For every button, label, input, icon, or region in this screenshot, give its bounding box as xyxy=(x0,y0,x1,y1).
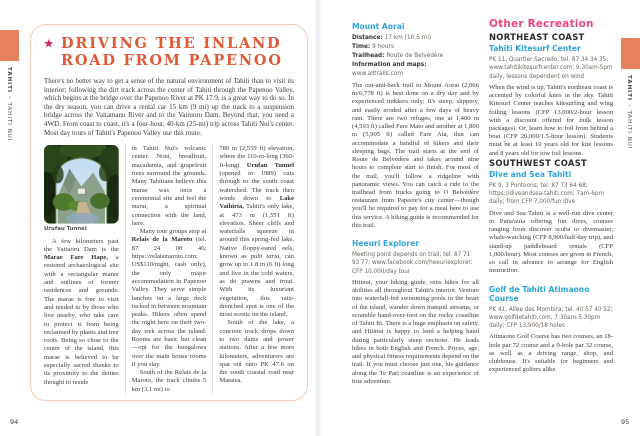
right-page-column-2 xyxy=(489,18,613,375)
column3-text-c: Tahiti's only lake, at 473 m (1,551 ft) elevation. Sheer cliffs and waterfalls squeeze in around this spring-fed lake. Native floppy-eared eels, known as xyxy=(219,203,295,261)
photo-caption: Urufau Tunnel xyxy=(44,225,87,232)
lake-vaihiria-bold: Lake Vaihiria, xyxy=(219,194,295,211)
left-tab-subsection-label: TAHITI NUI xyxy=(6,102,12,142)
stat-trailhead-label: Trailhead: xyxy=(352,52,385,59)
stat-trailhead xyxy=(352,52,479,61)
guide-body: Hitinui, your hiking guide, runs hikes for all abilities all throughout Tahiti's interior. Venture into waterfall-fed swimming pools in the heart of the island, wander down tranquil streams, or scramble hand-over-foot on the rocky coastline of Tahiti Iti. There is a huge emphasis on safety, and Hitinui is happy to lend a helping hand during particularly steep sections. He leads hikes in both English and French. Prices, age, and physical fitness requirements depend on the trail. If you must choose just one, his guidance along the Te Pari coastline is an experience of true adventure. xyxy=(352,278,479,385)
listing-dive-body: Dive and Sea Tahiti is a well-run dive center in Puna'auia offering fun dives, courses ranging from discover scuba to divemaster, whale-watching (CFP 8,900/half-day trip), and stand-up paddleboard rentals (CFP 1,000/hour). Most courses are given in French, so call in advance to arrange for English instruction. xyxy=(489,209,613,275)
trail-stats xyxy=(352,34,479,79)
column2-paragraph-1 xyxy=(132,145,207,228)
stat-time xyxy=(352,43,479,52)
feature-column-2 xyxy=(125,145,213,394)
trail-heading: Mount Aorai xyxy=(352,22,405,31)
stat-information-label: Information and maps: xyxy=(352,61,427,68)
column3-text: 780 m (2,559 ft) elevation, where the 110-m-long (360-ft-long) xyxy=(219,145,295,169)
column3-paragraph-2: South of the lake, a concrete track drops down to two dams and power stations. After a few more kilometers, adventurers are spat out onto PK 47.6 on the south coastal road near Mataiea. xyxy=(219,319,295,385)
page-number-right: 95 xyxy=(621,418,630,426)
listing-golf-body: Atimaono Golf Course has two courses, an 18-hole par 72 course and a 9-hole par 32 course, as well as a driving range, shop, and clubhouse. It's suitable for beginners and experienced golfers alike. xyxy=(489,333,613,374)
listing-golf-info: PK 41, Allée des Mombira; tel. 40 57 40 52; www.golfdetahiti.com; 7:30am-5:30pm daily; CFP 13,900/18 holes xyxy=(489,306,613,330)
feature-column-3 xyxy=(212,145,294,394)
stat-trailhead-value: Route de Belvédère xyxy=(384,52,444,59)
column2-text: in Tahiti Nui's volcanic center. Noni, breadfruit, macadamia, and grapefruit trees surround the grounds. Many Tahitians believe this marae was once a ceremonial site and feel the xyxy=(131,145,207,202)
right-edge-tab xyxy=(626,75,632,149)
puhi-taria-italic: puhi taria xyxy=(250,253,280,261)
listing-kitesurf-info: PK 11, Quartier Sacredo; tel. 87 34 34 35; www.tahitikitesurfcenter.com; 9:30am-5pm daily, lessons dependent on wind xyxy=(489,57,613,80)
feature-title xyxy=(44,36,294,70)
stat-distance xyxy=(352,34,479,43)
stat-distance-label: Distance: xyxy=(352,35,383,41)
relais-de-la-maroto-bold: Relais de la Maroto xyxy=(131,236,193,244)
stat-time-label: Time: xyxy=(352,43,371,50)
left-tab-separator-dot: • xyxy=(6,95,12,100)
listing-kitesurf-name: Tahiti Kitesurf Center xyxy=(489,44,581,53)
left-tab-section-label: TAHITI xyxy=(6,67,12,94)
feature-sidebar-box xyxy=(30,24,308,401)
column3-text-b: (opened in 1989) cuts through to the south coast watershed. The track then winds down to xyxy=(219,170,295,202)
listing-golf-name: Golf de Tahiti Atimaono Course xyxy=(489,284,590,303)
left-edge-tab xyxy=(6,67,12,141)
urufau-tunnel-photo xyxy=(44,145,119,224)
feature-intro-paragraph: There's no better way to get a sense of the natural environment of Tahiti than to visit its interior; following the dirt track across the center of Tahiti through the Papenoo Valley, which begins at the bridge over the Papenoo River at PK 17.9, is a great way to do so. In the dry season, you can drive a rental car 15 km (9 mi) up the track to a suspension bridge across the Vaitamanu River and to the Vaituoru Dam. Beyond that, you need a 4WD. From coast to coast, it's a four-hour, 40-km (25-mi) trip across Tahiti Nui's center. Most day tours of Tahiti's Papenoo Valley use this route. xyxy=(44,76,294,137)
stat-information-value: www.alltrails.com xyxy=(352,70,403,77)
guide-heading: Heeuri Explorer xyxy=(352,239,420,249)
right-tab-separator-dot: • xyxy=(626,103,632,108)
feature-columns xyxy=(44,145,294,394)
column1-text: A few kilometers past the Vaituoru Dam is the xyxy=(44,237,119,253)
page-number-left: 94 xyxy=(10,418,19,426)
region-northeast-coast: NORTHEAST COAST xyxy=(489,32,585,42)
feature-title-text: DRIVING THE INLAND ROAD FROM PAPENOO xyxy=(61,35,283,69)
column3-paragraph-1 xyxy=(219,145,294,319)
recreation-heading: Other Recreation xyxy=(489,18,594,30)
stat-information xyxy=(352,61,479,79)
column2-text-2-cont: (tel. 87 24 08 46; https://relaismaroto.com; US$110/night, cash only), the only major accommodation in Papenoo Valley. They serve simple lunches on a large deck tucked in between mountain peaks. Hikers often spend the night here on their two-day trek across the island. Rooms are basic but clean—opt for the bungalows over the main house rooms if you stay. xyxy=(131,236,207,368)
column3-text-d: , can grow up to 1.8 m (6 ft) long and live in the cold waters, as do prawns and trout. With its luxuriant vegetation, this rain-drenched spot is one of the most scenic on the island. xyxy=(219,253,295,319)
marae-fare-hape-bold: Marae Fare Hape, xyxy=(44,254,108,262)
listing-dive-name: Dive and Sea Tahiti xyxy=(489,169,572,179)
column2-paragraph-3: South of the Relais de la Maroto, the track climbs 5 km (3.1 mi) to xyxy=(131,369,207,393)
listing-kitesurf-body: When the wind is up, Tahiti's northeast coast is accented by colorful kites in the sky. Tahiti Kitesurf Center teaches kitesurfing and wing foiling lessons (CFP 13,000/2-hour lesson with a discount offered for bulk lesson packages). Or, learn how to foil from behind a boat (CFP 20,000/1.5-hour lesson). Students must be at least 10 years old for kite lessons and 8 years old for tow foil lessons. xyxy=(489,83,613,157)
right-page-column-1 xyxy=(352,22,479,386)
star-icon: ★ xyxy=(44,38,54,50)
page-gutter xyxy=(314,0,322,436)
region-southwest-coast: SOUTHWEST COAST xyxy=(489,157,588,168)
feature-column-1 xyxy=(44,145,125,394)
column1-text-cont: a restored archaeological site with a rectangular marae and outlines of former residences and grounds. The marae is free to visit and tended to by those who live nearby, who take care to protect it from being reclaimed by plants and tree roots. Being so close to the center of the island, this marae is believed to be especially sacred thanks to its proximity to the deities thought to reside xyxy=(44,254,119,386)
stat-time-value: 9 hours xyxy=(370,43,394,50)
column2-paragraph-2 xyxy=(132,228,207,369)
right-tab-subsection-label: TAHITI NUI xyxy=(626,110,632,150)
left-edge-tab-marker xyxy=(0,30,19,61)
listing-dive-info: PK 9, 3 Pontoons; tel. 87 73 64 68; https://diveandsea-tahiti.com; 7am-6pm daily; from CFP 7,000/fun dive xyxy=(489,182,604,206)
column2-text-2: Many tour groups stop at xyxy=(139,228,207,236)
column1-paragraph xyxy=(44,238,119,387)
right-edge-tab-marker xyxy=(621,38,640,69)
guide-info: Meeting point depends on trail; tel. 87 71 93 77; www.facebook.com/heeuriexplorer; CFP 10,000/day tour xyxy=(352,252,473,275)
mana-italic: mana xyxy=(131,203,147,211)
urufau-tunnel-bold: Urufau Tunnel xyxy=(246,161,295,169)
trail-body: The out-and-back trail to Mount Aorai (2,066 m/6,778 ft) is best done on a dry day and by experienced trekkers only: It's steep, slippery, and easily eroded after a few days of heavy rain. There are two refuges, one at 1,400 m (4,593 ft) called Fare Mato and another at 1,800 m (5,905 ft) called Fare Ata, that can accommodate a handful of hikers and their sleeping bags. The trail starts at the end of Route de Belvédère and takes around nine hours to complete start to finish. For most of the trail, you'll follow a ridgeline with panoramic views. You can catch a ride to the trailhead from trucks going to O Belvédère restaurant from Papeete's city center—though you'll be required to pay for a meal here to use this service. A hiking guide is recommended for this trail. xyxy=(352,81,479,229)
stat-distance-value: 17 km (10.5 mi) xyxy=(382,35,432,41)
right-tab-section-label: TAHITI xyxy=(626,75,632,102)
column2-text-cont: , a spiritual connection with the land, here. xyxy=(131,203,207,227)
